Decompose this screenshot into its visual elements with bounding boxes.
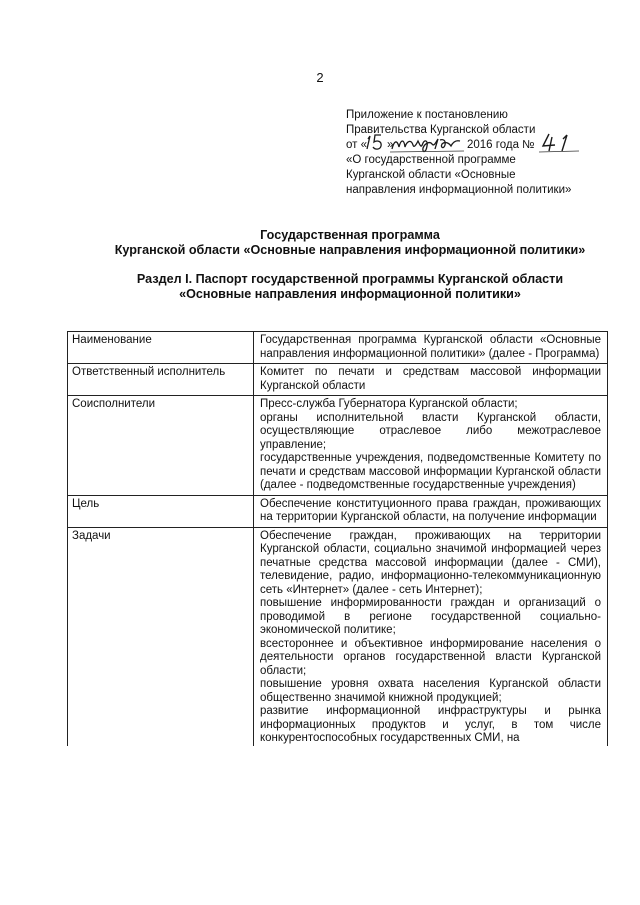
row-content	[254, 396, 608, 496]
appendix-line-2: Правительства Курганской области	[346, 124, 536, 136]
row-paragraph: Государственная программа Курганской области «Основные направления информационной политики» (далее - Программа)	[260, 334, 601, 360]
row-paragraph: Пресс-служба Губернатора Курганской области;	[260, 398, 518, 410]
row-paragraph: развитие информационной инфраструктуры и рынка информационных продуктов и услуг, в том числе конкурентоспособных государственных СМИ, на	[260, 705, 601, 744]
row-paragraph: Обеспечение граждан, проживающих на территории Курганской области, социально значимой информацией через печатные средства массовой информации (далее - СМИ), телевидение, радио, информационно-телекоммуникационную сеть «Интернет» (далее - сеть Интернет);	[260, 529, 601, 596]
table-row	[68, 364, 608, 396]
appendix-block	[346, 108, 571, 198]
document-title	[0, 228, 640, 258]
handwritten-month-signature	[390, 131, 464, 155]
row-paragraph: Комитет по печати и средствам массовой информации Курганской области	[260, 366, 601, 392]
row-paragraph: повышение информированности граждан и организаций о проводимой в регионе государственной социально-экономической политике;	[260, 597, 601, 636]
handwritten-day-signature	[364, 131, 386, 153]
row-content	[254, 527, 608, 746]
row-paragraph: органы исполнительной власти Курганской области, осуществляющие отраслевое либо межотраслевое управление;	[260, 411, 601, 451]
row-content	[254, 364, 608, 396]
page-number: 2	[316, 70, 324, 85]
passport-table-body	[68, 332, 608, 746]
row-content	[254, 332, 608, 364]
appendix-line-5: Курганской области «Основные	[346, 169, 516, 181]
document-title-line-1: Государственная программа	[260, 228, 440, 242]
table-row	[68, 332, 608, 364]
program-passport-table	[67, 331, 608, 746]
appendix-line-6: направления информационной политики»	[346, 184, 572, 196]
section-title-line-1: Раздел I. Паспорт государственной программы Курганской области	[136, 272, 564, 286]
appendix-line-4: «О государственной программе	[346, 154, 516, 166]
date-mid: »	[387, 139, 394, 151]
table-row	[68, 495, 608, 527]
table-row	[68, 396, 608, 496]
row-paragraph: Обеспечение конституционного права граждан, проживающих на территории Курганской области, на получение информации	[260, 497, 601, 523]
row-paragraph: государственные учреждения, подведомственные Комитету по печати и средствам массовой информации Курганской области (далее - подведомственные государственные учреждения)	[260, 452, 601, 491]
table-row	[68, 527, 608, 746]
appendix-line-1: Приложение к постановлению	[346, 109, 508, 121]
row-paragraph: всестороннее и объективное информирование населения о деятельности органов государственной власти Курганской области;	[260, 637, 601, 677]
row-label: Наименование	[68, 332, 254, 364]
handwritten-number-signature	[539, 131, 579, 155]
date-suffix: 2016 года №	[467, 139, 535, 151]
row-label: Ответственный исполнитель	[68, 364, 254, 396]
section-title	[0, 272, 640, 302]
row-label: Цель	[68, 495, 254, 527]
appendix-date-line	[346, 138, 571, 153]
document-title-line-2: Курганской области «Основные направления информационной политики»	[114, 243, 586, 257]
row-label: Соисполнители	[68, 396, 254, 496]
date-prefix: от «	[346, 139, 368, 151]
row-content	[254, 495, 608, 527]
row-label: Задачи	[68, 527, 254, 746]
section-title-line-2: «Основные направления информационной политики»	[179, 287, 521, 301]
row-paragraph: повышение уровня охвата населения Курганской области общественно значимой книжной продукцией;	[260, 678, 601, 704]
